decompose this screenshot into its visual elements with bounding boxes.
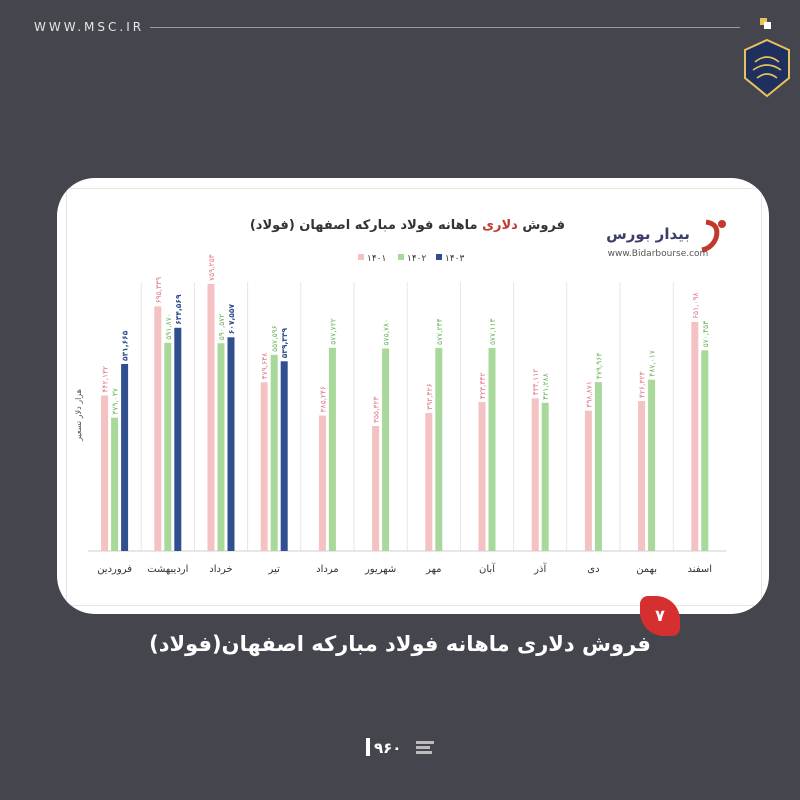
brand-name: بیدار بورس [606, 225, 690, 243]
bar-۱۴۰۲ [329, 348, 336, 551]
bar-۱۴۰۱ [479, 402, 486, 551]
bar-۱۴۰۲ [271, 355, 278, 551]
data-label: ۶۳۴,۵۶۹ [173, 294, 183, 325]
x-tick-label: آبان [479, 564, 495, 575]
bar-۱۴۰۳ [121, 364, 128, 551]
y-axis-label: هزار دلار تسعیر [74, 389, 83, 441]
data-label: ۴۷۹,۶۴۸ [260, 352, 270, 380]
bar-۱۴۰۱ [425, 413, 432, 551]
bar-۱۴۰۲ [595, 382, 602, 551]
x-tick-label: شهریور [364, 564, 397, 575]
bar-۱۴۰۱ [585, 411, 592, 551]
data-label: ۳۷۹,۰۳۷ [110, 388, 120, 415]
data-label: ۴۳۴,۱۱۲ [531, 368, 541, 396]
data-label: ۴۲۶,۳۲۳ [637, 371, 647, 399]
bar-۱۴۰۲ [218, 343, 225, 551]
data-label: ۵۷۵,۷۸۰ [381, 318, 391, 346]
bar-۱۴۰۱ [319, 415, 326, 551]
legend-label: ۱۴۰۱ [367, 254, 387, 264]
chart-title-prefix: فروش [522, 218, 565, 233]
x-tick-label: بهمن [636, 564, 657, 575]
legend-label: ۱۴۰۳ [445, 254, 465, 264]
data-label: ۵۹۰,۵۷۲ [217, 313, 226, 341]
caption-number-badge: ۷ [640, 596, 680, 636]
chart-title-suffix: ماهانه فولاد مبارکه اصفهان (فولاد) [249, 218, 478, 233]
bar-۱۴۰۲ [648, 380, 655, 551]
x-tick-label: خرداد [209, 564, 233, 575]
data-label: ۵۳۱,۶۶۵ [120, 330, 130, 361]
bar-۱۴۰۱ [261, 382, 268, 551]
data-label: ۵۷۷,۲۴۴ [434, 318, 444, 345]
data-label: ۳۹۸,۸۷۱ [584, 381, 594, 408]
data-label: ۴۴۲,۱۳۲ [100, 365, 110, 393]
data-label: ۵۷۷,۷۲۲ [328, 318, 338, 345]
bar-۱۴۰۱ [638, 401, 645, 551]
bar-۱۴۰۱ [372, 426, 379, 551]
bar-۱۴۰۲ [701, 350, 708, 551]
bar-۱۴۰۳ [174, 328, 181, 551]
x-tick-label: مرداد [316, 564, 339, 575]
bar-۱۴۰۳ [228, 337, 235, 551]
data-label: ۶۰۷,۵۵۷ [227, 303, 236, 335]
data-label: ۳۹۲,۴۲۶ [424, 383, 434, 410]
data-label: ۴۷۹,۹۶۳ [594, 352, 604, 380]
bar-۱۴۰۱ [208, 284, 215, 551]
bar-۱۴۰۱ [691, 322, 698, 551]
data-label: ۶۹۵,۳۳۹ [153, 276, 163, 304]
x-tick-label: مهر [426, 564, 442, 575]
x-tick-label: فروردین [97, 564, 133, 575]
bar-۱۴۰۱ [154, 306, 161, 551]
data-label: ۳۵۵,۳۲۳ [371, 396, 381, 424]
data-label: ۶۵۱,۰۹۸ [690, 292, 700, 319]
caption-title: فروش دلاری ماهانه فولاد مبارکه اصفهان(فولاد) [149, 632, 651, 656]
x-tick-label: دی [587, 564, 600, 575]
data-label: ۵۹۱,۸۷۰ [163, 313, 173, 340]
x-tick-label: اسفند [687, 564, 713, 575]
data-label: ۵۳۹,۳۳۹ [280, 327, 290, 359]
bar-۱۴۰۱ [101, 395, 108, 551]
footer-logo-text: ۹۶۰ [374, 739, 402, 757]
x-tick-label: آذر [534, 564, 547, 575]
bar-۱۴۰۲ [489, 348, 496, 551]
x-tick-label: تیر [268, 564, 280, 575]
bar-۱۴۰۲ [164, 343, 171, 551]
brand-url: www.Bidarbourse.com [607, 249, 709, 259]
data-label: ۴۲۳,۳۴۲ [478, 372, 487, 400]
data-label: ۴۲۱,۲۸۸ [541, 373, 551, 400]
data-label: ۷۵۹,۲۵۳ [207, 254, 216, 281]
data-label: ۵۵۷,۵۹۶ [270, 325, 280, 352]
site-url: WWW.MSC.IR [34, 20, 145, 34]
data-label: ۵۷۷,۱۱۳ [488, 318, 497, 345]
data-label: ۴۸۷,۰۱۷ [647, 350, 657, 377]
legend-swatch-۱۴۰۳ [436, 254, 442, 260]
bar-۱۴۰۲ [435, 348, 442, 551]
bar-۱۴۰۲ [542, 403, 549, 551]
bar-۱۴۰۱ [532, 398, 539, 551]
bar-۱۴۰۳ [281, 361, 288, 551]
bar-۱۴۰۲ [382, 348, 389, 551]
data-label: ۵۷۰,۴۵۳ [700, 320, 710, 348]
data-label: ۳۸۵,۲۴۶ [318, 385, 328, 413]
footer-logo-icon [366, 736, 436, 758]
bar-۱۴۰۲ [111, 418, 118, 551]
legend-swatch-۱۴۰۱ [358, 254, 364, 260]
legend-swatch-۱۴۰۲ [398, 254, 404, 260]
x-tick-label: اردیبهشت [147, 564, 189, 575]
legend-label: ۱۴۰۲ [407, 254, 427, 264]
chart-title-highlight: دلاری [482, 218, 518, 233]
